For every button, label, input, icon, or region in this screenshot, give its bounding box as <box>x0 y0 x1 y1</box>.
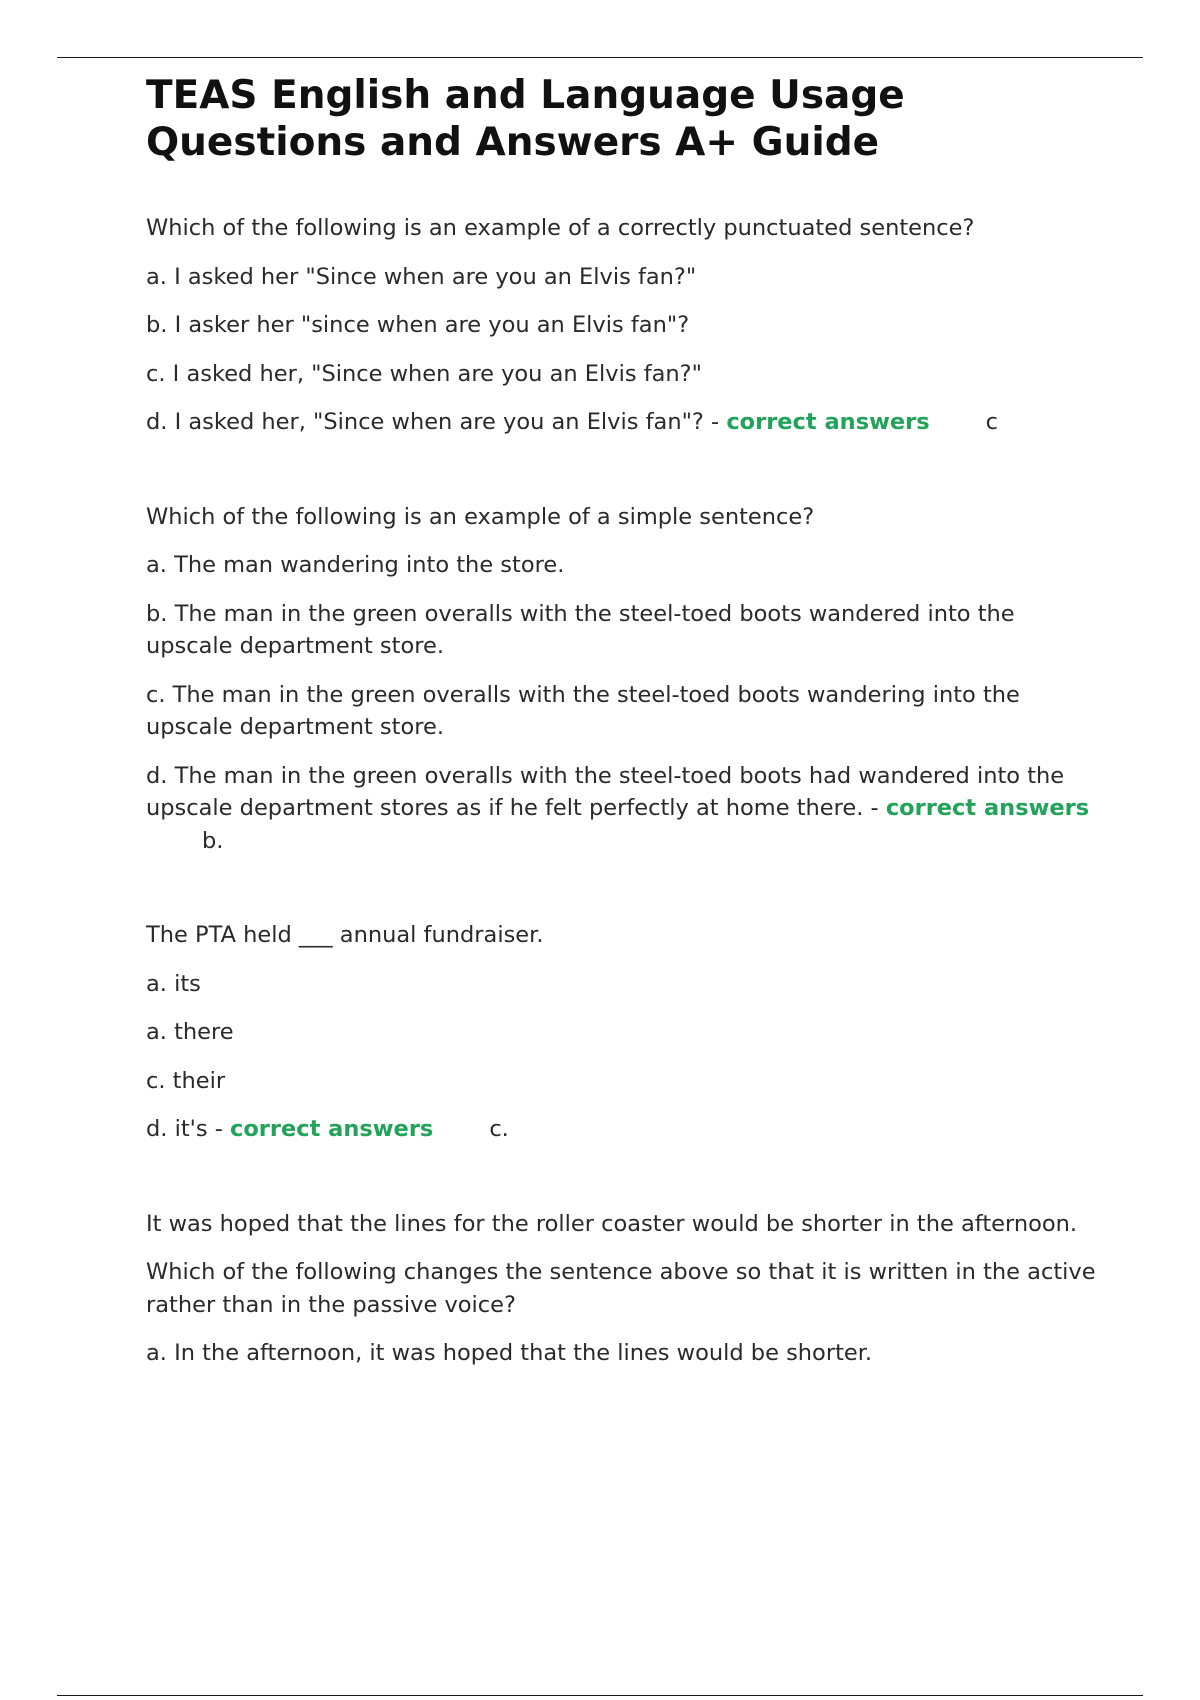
correct-answer-value: c <box>985 409 998 435</box>
answer-option: c. their <box>146 1067 226 1094</box>
question-block-1 <box>146 212 1096 439</box>
question-prompt: The PTA held ___ annual fundraiser. <box>146 922 544 948</box>
correct-answers-label: correct answers <box>230 1116 434 1142</box>
correct-answers-label: correct answers <box>885 795 1090 821</box>
question-block-4 <box>146 1208 1096 1370</box>
answer-option: b. I asker her "since when are you an Elvis fan"? <box>146 312 690 338</box>
correct-answers-label: correct answers <box>726 409 930 435</box>
question-passage: It was hoped that the lines for the roller coaster would be shorter in the afternoon. <box>146 1210 1078 1237</box>
document-title: TEAS English and Language Usage Questions and Answers A+ Guide <box>146 73 905 165</box>
answer-option-text: d. it's - <box>146 1116 230 1142</box>
question-prompt: Which of the following changes the sentence above so that it is written in the active rather than in the passive voice? <box>146 1259 1096 1318</box>
answer-option: a. In the afternoon, it was hoped that the lines would be shorter. <box>146 1340 873 1366</box>
correct-answer-value: c. <box>489 1116 509 1142</box>
correct-answer-value: b. <box>202 827 224 854</box>
answer-option: b. The man in the green overalls with the steel-toed boots wandered into the upscale department store. <box>146 600 1015 659</box>
answer-option: c. I asked her, "Since when are you an Elvis fan?" <box>146 360 702 387</box>
answer-option-final <box>146 760 1096 858</box>
question-block-3 <box>146 919 1096 1146</box>
document-body <box>146 72 1096 1386</box>
answer-option-final <box>146 1113 1096 1146</box>
answer-option-final <box>146 406 1096 439</box>
question-block-2 <box>146 501 1096 858</box>
footer-rule <box>57 1695 1143 1696</box>
answer-option: a. there <box>146 1019 234 1045</box>
answer-option-text: d. I asked her, "Since when are you an Elvis fan"? - <box>146 409 727 435</box>
header-rule <box>57 57 1143 58</box>
question-prompt: Which of the following is an example of a simple sentence? <box>146 503 815 530</box>
question-prompt: Which of the following is an example of a correctly punctuated sentence? <box>146 215 975 241</box>
answer-option: a. its <box>146 970 201 997</box>
answer-option: a. I asked her "Since when are you an Elvis fan?" <box>146 263 697 290</box>
answer-option: c. The man in the green overalls with the steel-toed boots wandering into the upscale department store. <box>146 681 1020 740</box>
answer-option-text: d. The man in the green overalls with the steel-toed boots had wandered into the upscale department stores as if he felt perfectly at home there. - <box>146 762 1065 821</box>
answer-option: a. The man wandering into the store. <box>146 552 565 578</box>
